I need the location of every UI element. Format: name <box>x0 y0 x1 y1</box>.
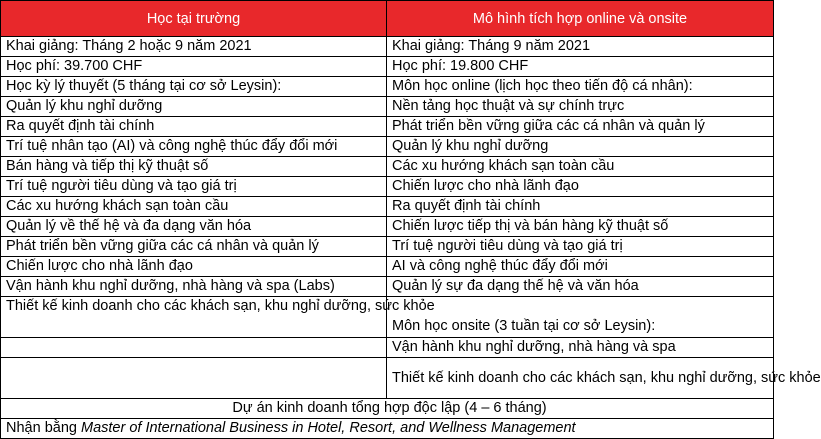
left-course: Phát triển bền vững giữa các cá nhân và quản lý <box>1 237 387 257</box>
table-row <box>1 77 774 97</box>
header-on-campus: Học tại trường <box>1 1 387 37</box>
table-row <box>1 297 774 338</box>
table-row <box>1 177 774 197</box>
table-row <box>1 37 774 57</box>
left-course: Ra quyết định tài chính <box>1 117 387 137</box>
table-row <box>1 117 774 137</box>
capstone-project: Dự án kinh doanh tổng hợp độc lập (4 – 6 tháng) <box>1 399 774 419</box>
left-course: Quản lý về thế hệ và đa dạng văn hóa <box>1 217 387 237</box>
right-course: Phát triển bền vững giữa các cá nhân và quản lý <box>387 117 774 137</box>
empty-cell <box>1 338 387 358</box>
table-row <box>1 338 774 358</box>
right-course: Quản lý sự đa dạng thế hệ và văn hóa <box>387 277 774 297</box>
right-course: Chiến lược cho nhà lãnh đạo <box>387 177 774 197</box>
degree-prefix: Nhận bằng <box>6 420 81 436</box>
table-row <box>1 358 774 399</box>
table-row <box>1 237 774 257</box>
table-row <box>1 217 774 237</box>
left-course: Trí tuệ người tiêu dùng và tạo giá trị <box>1 177 387 197</box>
right-online-heading: Môn học online (lịch học theo tiến độ cá nhân): <box>387 77 774 97</box>
left-section-heading: Học kỳ lý thuyết (5 tháng tại cơ sở Leysin): <box>1 77 387 97</box>
right-start-date: Khai giảng: Tháng 9 năm 2021 <box>387 37 774 57</box>
right-tuition: Học phí: 19.800 CHF <box>387 57 774 77</box>
table-row <box>1 197 774 217</box>
left-course-business-design: Thiết kế kinh doanh cho các khách sạn, khu nghỉ dưỡng, sức khỏe <box>1 297 387 338</box>
left-course: Chiến lược cho nhà lãnh đạo <box>1 257 387 277</box>
left-course: Vận hành khu nghỉ dưỡng, nhà hàng và spa (Labs) <box>1 277 387 297</box>
left-course: Trí tuệ nhân tạo (AI) và công nghệ thúc đẩy đổi mới <box>1 137 387 157</box>
right-course-business-design: Thiết kế kinh doanh cho các khách sạn, khu nghỉ dưỡng, sức khỏe <box>387 358 774 399</box>
right-course: Các xu hướng khách sạn toàn cầu <box>387 157 774 177</box>
header-blended: Mô hình tích hợp online và onsite <box>387 1 774 37</box>
right-course: Chiến lược tiếp thị và bán hàng kỹ thuật số <box>387 217 774 237</box>
right-course: Ra quyết định tài chính <box>387 197 774 217</box>
right-course: AI và công nghệ thúc đẩy đổi mới <box>387 257 774 277</box>
right-course: Trí tuệ người tiêu dùng và tạo giá trị <box>387 237 774 257</box>
left-start-date: Khai giảng: Tháng 2 hoặc 9 năm 2021 <box>1 37 387 57</box>
right-onsite-heading: Môn học onsite (3 tuần tại cơ sở Leysin): <box>387 297 774 338</box>
left-course: Các xu hướng khách sạn toàn cầu <box>1 197 387 217</box>
left-course: Bán hàng và tiếp thị kỹ thuật số <box>1 157 387 177</box>
table-row <box>1 157 774 177</box>
right-course: Quản lý khu nghỉ dưỡng <box>387 137 774 157</box>
table-row <box>1 97 774 117</box>
table-row <box>1 419 774 439</box>
table-row <box>1 57 774 77</box>
table-row <box>1 137 774 157</box>
degree-row <box>1 419 774 439</box>
left-tuition: Học phí: 39.700 CHF <box>1 57 387 77</box>
right-course: Vận hành khu nghỉ dưỡng, nhà hàng và spa <box>387 338 774 358</box>
table-row <box>1 257 774 277</box>
right-course: Nền tảng học thuật và sự chính trực <box>387 97 774 117</box>
left-course: Quản lý khu nghỉ dưỡng <box>1 97 387 117</box>
table-row <box>1 399 774 419</box>
empty-cell <box>1 358 387 399</box>
table-row <box>1 277 774 297</box>
degree-name: Master of International Business in Hotel, Resort, and Wellness Management <box>80 420 576 436</box>
header-row <box>1 1 774 37</box>
